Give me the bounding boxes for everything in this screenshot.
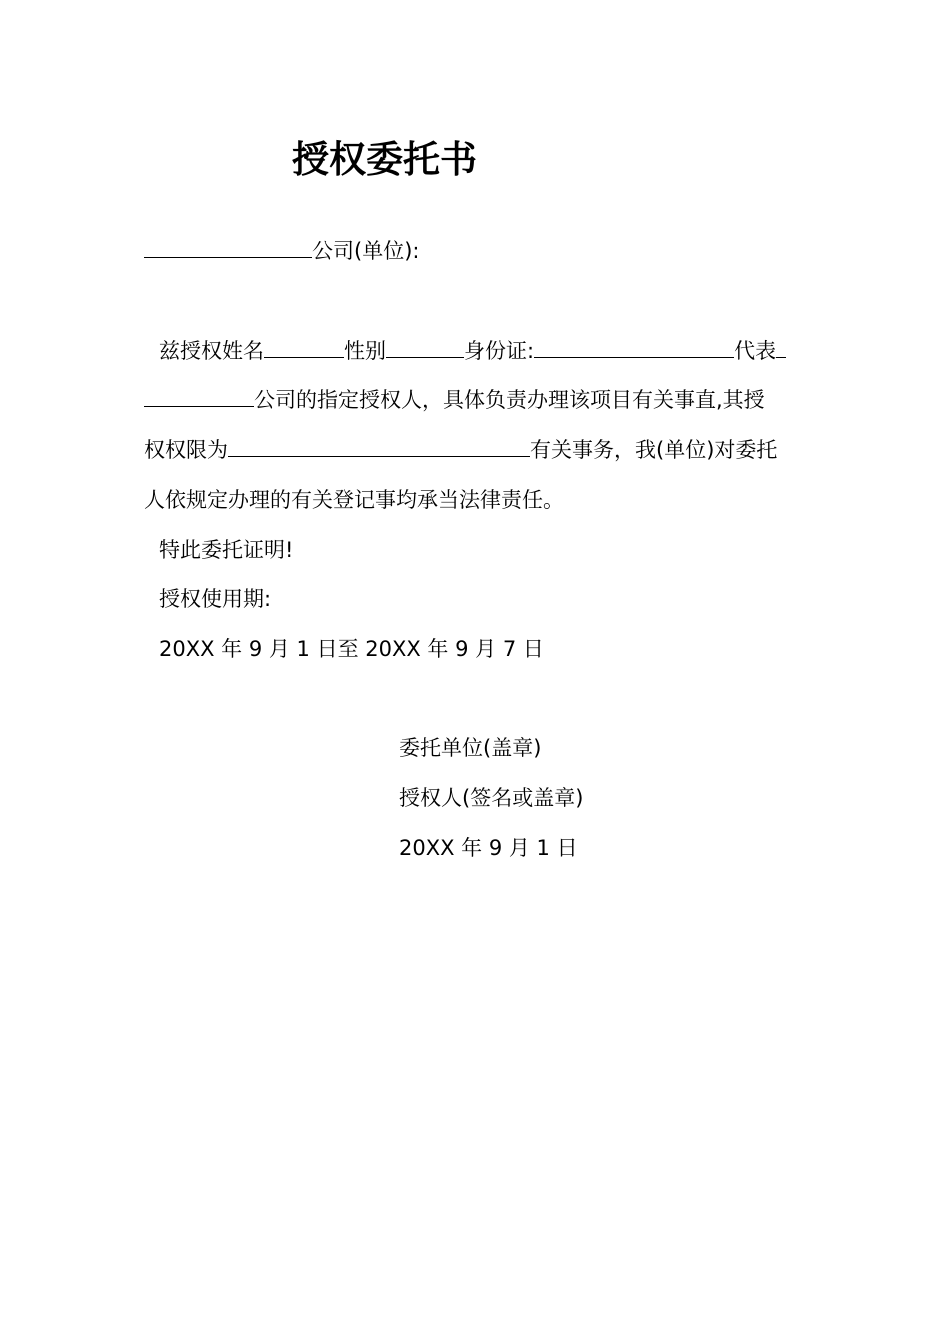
closing-line: 特此委托证明! — [159, 538, 294, 562]
body-text: 身份证: — [464, 339, 535, 363]
body-line-4: 人依规定办理的有关登记事均承当法律责任。 — [144, 488, 564, 512]
body-text: 有关事务，我(单位)对委托 — [530, 438, 778, 462]
body-text: 兹授权姓名 — [159, 339, 264, 363]
signature-person: 授权人(签名或盖章) — [399, 786, 584, 810]
signature-date: 20XX 年 9 月 1 日 — [399, 836, 578, 860]
id-number-blank — [534, 337, 734, 358]
body-line-2 — [144, 385, 765, 415]
body-line-3 — [144, 435, 777, 465]
body-text: 代表 — [734, 339, 777, 363]
represent-blank — [776, 337, 786, 358]
gender-blank — [386, 337, 464, 358]
body-text: 公司的指定授权人，具体负责办理该项目有关事直,其授 — [254, 388, 765, 412]
body-text: 权权限为 — [144, 438, 228, 462]
validity-label: 授权使用期: — [159, 587, 272, 611]
addressee-suffix: 公司(单位): — [312, 239, 420, 263]
document-title: 授权委托书 — [292, 138, 477, 181]
body-line-1 — [159, 336, 786, 366]
authority-scope-blank — [228, 436, 530, 457]
body-text: 性别 — [344, 339, 386, 363]
name-blank — [264, 337, 344, 358]
validity-range: 20XX 年 9 月 1 日至 20XX 年 9 月 7 日 — [159, 637, 544, 661]
company-name-blank — [144, 386, 254, 407]
addressee-line — [144, 236, 419, 266]
company-blank — [144, 237, 312, 258]
signature-unit: 委托单位(盖章) — [399, 736, 542, 760]
